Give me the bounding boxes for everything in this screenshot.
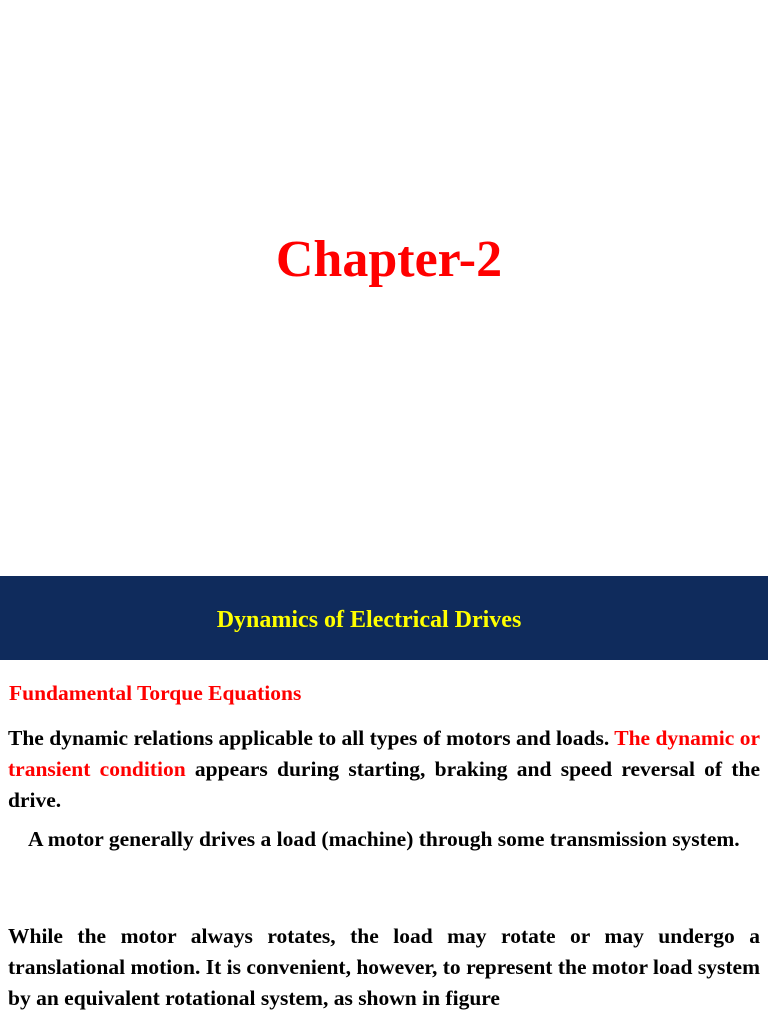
paragraph1-highlight: The dynamic or transient condition [8,726,760,781]
content-slide [0,576,768,1024]
paragraph-dynamic-relations [8,723,760,816]
paragraph1-text-end: appears during starting, braking and speed reversal of the drive. [8,757,760,812]
paragraph-transmission-system: A motor generally drives a load (machine) through some transmission system. [28,827,740,851]
paragraph-equivalent-rotational-system: While the motor always rotates, the load may rotate or may undergo a translational motion. It is convenient, however, to represent the motor load system by an equivalent rotational system, as shown in figure [8,924,760,1010]
title-banner [0,576,768,660]
banner-title: Dynamics of Electrical Drives [216,607,522,633]
paragraph1-text-start: The dynamic relations applicable to all types of motors and loads. [8,726,615,750]
chapter-title: Chapter-2 [275,231,503,288]
section-heading: Fundamental Torque Equations [9,681,302,705]
